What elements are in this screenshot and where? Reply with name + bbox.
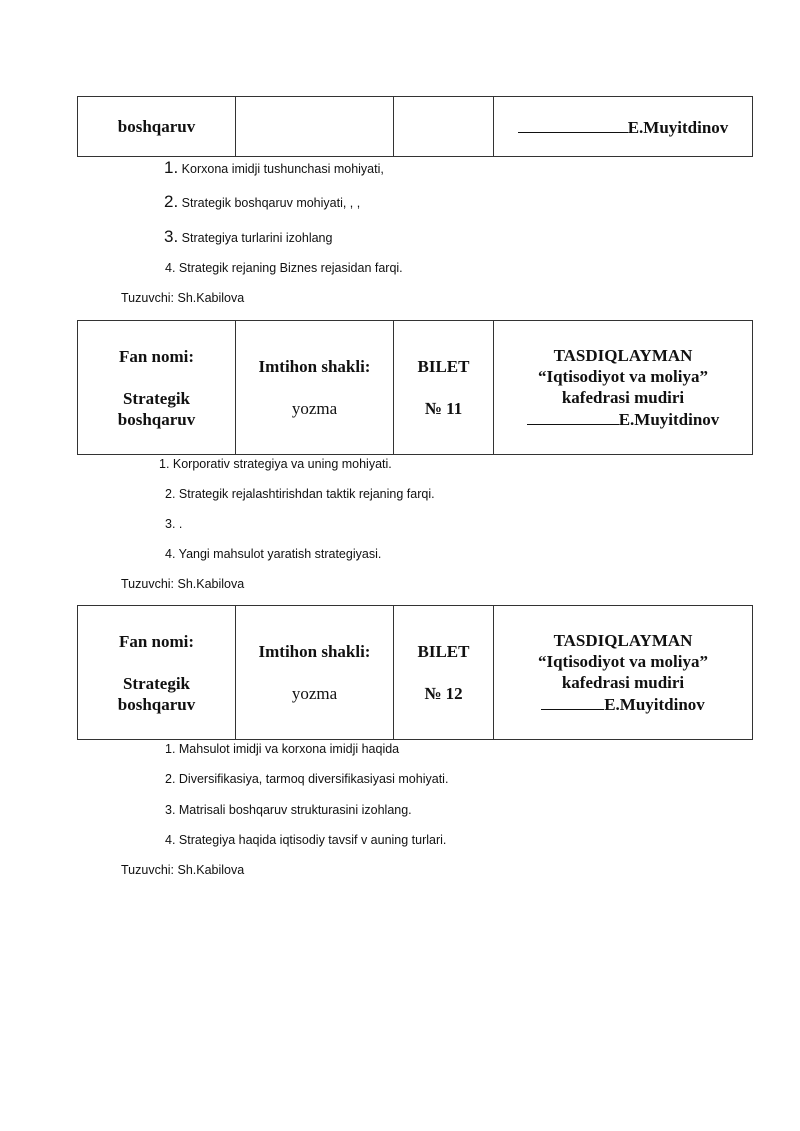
department-name: “Iqtisodiyot va moliya” [537, 652, 709, 671]
subject-name-line-2: boshqaruv [117, 694, 196, 714]
approval-cell [494, 606, 753, 740]
question-2: 2. Diversifikasiya, tarmoq diversifikasiyasi mohiyati. [165, 772, 449, 786]
ticket-11-author: Tuzuvchi: Sh.Kabilova [121, 577, 245, 591]
subject-label: Fan nomi: [118, 631, 195, 651]
subject-label: Fan nomi: [118, 346, 195, 366]
head-name: E.Muyitdinov [604, 695, 705, 714]
approval-title: TASDIQLAYMAN [553, 346, 693, 365]
ticket-number-cell [394, 321, 494, 455]
subject-cell [78, 321, 236, 455]
department-name: “Iqtisodiyot va moliya” [537, 367, 709, 386]
exam-form-cell [236, 606, 394, 740]
signature-line [541, 693, 604, 710]
head-title: kafedrasi mudiri [561, 388, 685, 407]
question-4: 4. Strategik rejaning Biznes rejasidan farqi. [165, 261, 403, 275]
ticket-12-author: Tuzuvchi: Sh.Kabilova [121, 863, 245, 877]
exam-form-cell [236, 97, 394, 157]
question-3: 3. . [165, 517, 183, 531]
signature-line [527, 408, 619, 425]
ticket-label: BILET [417, 642, 470, 661]
question-3: 3. Strategiya turlarini izohlang [164, 227, 333, 246]
subject-name-line-1: Strategik [122, 673, 191, 693]
ticket-11-header [77, 320, 753, 455]
question-2: 2. Strategik boshqaruv mohiyati, , , [164, 192, 361, 211]
subject-name: boshqaruv [117, 117, 196, 136]
question-2: 2. Strategik rejalashtirishdan taktik rejaning farqi. [165, 487, 435, 501]
exam-form-value: yozma [291, 399, 338, 418]
signature-line [518, 116, 628, 133]
ticket-number-cell [394, 97, 494, 157]
subject-name-line-2: boshqaruv [117, 409, 196, 429]
exam-form-cell [236, 321, 394, 455]
question-3: 3. Matrisali boshqaruv strukturasini izohlang. [165, 803, 412, 817]
ticket-10-author: Tuzuvchi: Sh.Kabilova [121, 291, 245, 305]
subject-name-cell [78, 97, 236, 157]
subject-name-line-1: Strategik [122, 388, 191, 408]
ticket-10-header-fragment [77, 96, 753, 157]
subject-cell [78, 606, 236, 740]
question-1: 1. Mahsulot imidji va korxona imidji haqida [165, 742, 400, 756]
head-name: E.Muyitdinov [627, 117, 729, 137]
ticket-label: BILET [417, 357, 470, 376]
approval-title: TASDIQLAYMAN [553, 631, 693, 650]
approval-cell [494, 321, 753, 455]
ticket-12-header [77, 605, 753, 740]
ticket-number-cell [394, 606, 494, 740]
head-title: kafedrasi mudiri [561, 673, 685, 692]
exam-form-label: Imtihon shakli: [258, 642, 371, 661]
ticket-number: № 12 [424, 684, 463, 703]
question-4: 4. Strategiya haqida iqtisodiy tavsif v auning turlari. [165, 833, 447, 847]
question-1: 1. Korxona imidji tushunchasi mohiyati, [164, 158, 384, 177]
head-name: E.Muyitdinov [618, 410, 720, 429]
exam-form-value: yozma [291, 684, 338, 703]
question-1: 1. Korporativ strategiya va uning mohiyati. [159, 457, 392, 471]
ticket-number: № 11 [424, 399, 463, 418]
approval-cell [494, 97, 753, 157]
exam-form-label: Imtihon shakli: [258, 357, 371, 376]
question-4: 4. Yangi mahsulot yaratish strategiyasi. [165, 547, 382, 561]
